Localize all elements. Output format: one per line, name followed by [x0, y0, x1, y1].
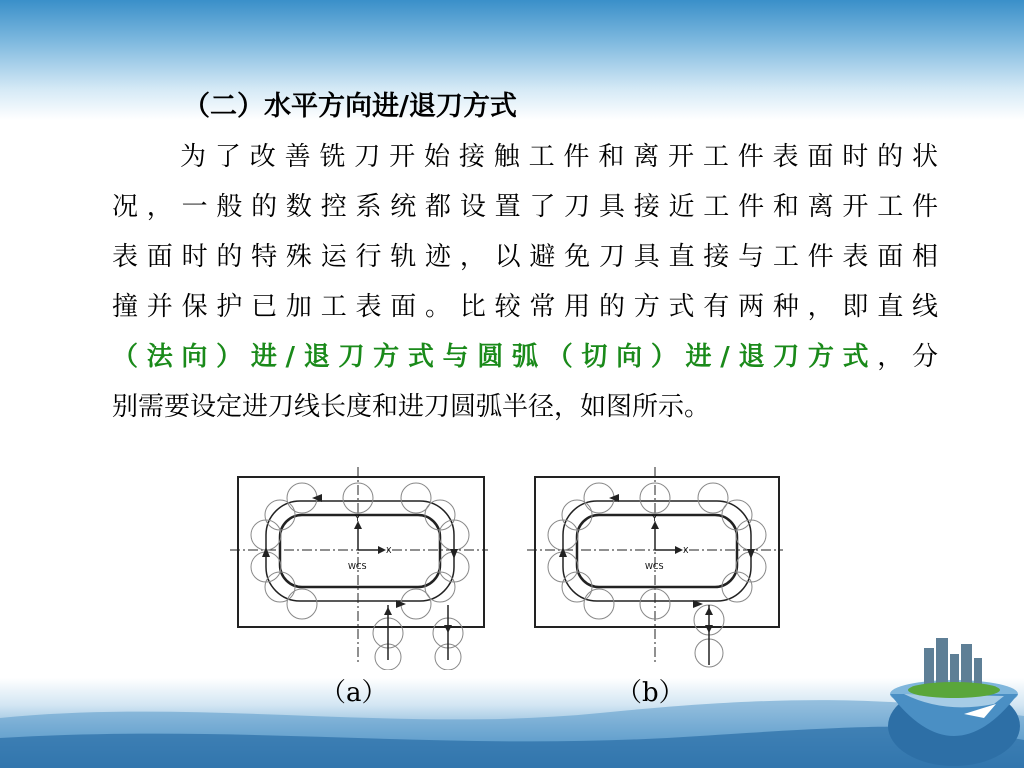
highlighted-term: （法向）进/退刀方式与圆弧（切向）进/退刀方式 [112, 342, 878, 372]
figure-b-caption: （b） [616, 678, 685, 708]
wcs-label: WCS [645, 562, 664, 571]
paragraph-line: 撞并保护已加工表面。比较常用的方式有两种，即直线 [112, 292, 938, 322]
paragraph-line [112, 332, 938, 382]
axis-x-label: X [386, 546, 392, 555]
axis-x-label: X [683, 546, 689, 555]
figure-a-diagram [230, 465, 490, 670]
figure-b-diagram [527, 465, 785, 670]
paragraph-text: ，分 [877, 342, 938, 372]
axis-y-label: Y [652, 514, 657, 523]
axis-y-label: Y [355, 514, 360, 523]
body-paragraph [112, 132, 938, 432]
paragraph-line: 为了改善铣刀开始接触工件和离开工件表面时的状 [180, 142, 938, 172]
paragraph-line: 表面时的特殊运行轨迹，以避免刀具直接与工件表面相 [112, 242, 938, 272]
paragraph-line: 别需要设定进刀线长度和进刀圆弧半径，如图所示。 [112, 392, 711, 422]
section-heading: （二）水平方向进/退刀方式 [183, 91, 517, 122]
globe-city-icon [884, 618, 1024, 768]
footer-wave [0, 678, 1024, 768]
wcs-label: WCS [348, 562, 367, 571]
figure-a-caption: （a） [320, 678, 388, 708]
paragraph-line: 况，一般的数控系统都设置了刀具接近工件和离开工件 [112, 192, 938, 222]
